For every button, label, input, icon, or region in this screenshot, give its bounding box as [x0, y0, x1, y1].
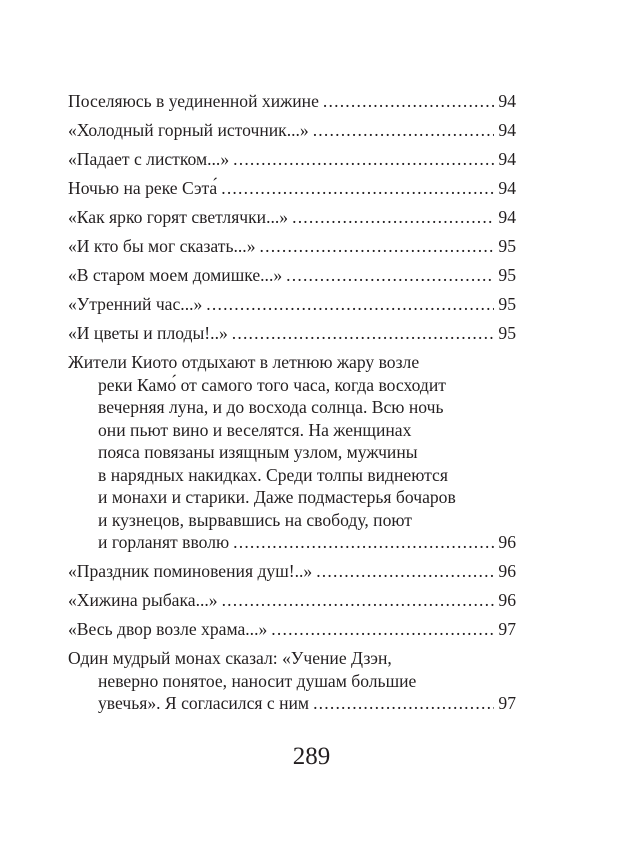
toc-entry — [68, 148, 516, 171]
toc-entry-title: Ночью на реке Сэта́ — [68, 178, 218, 198]
table-of-contents — [68, 90, 516, 721]
toc-entry-title-continuation: они пьют вино и веселятся. На женщинах — [98, 419, 412, 440]
toc-entry-title: «Холодный горный источник...» — [68, 120, 309, 140]
toc-entry-page: 96 — [498, 590, 516, 610]
toc-entry-title: «И цветы и плоды!..» — [68, 323, 228, 343]
toc-entry — [68, 293, 516, 316]
toc-entry-title-continuation: увечья». Я согласился с ним — [98, 693, 310, 713]
toc-entry-title-continuation: и горланят вволю — [98, 532, 230, 552]
toc-entry-title: «В старом моем домишке...» — [68, 265, 283, 285]
toc-entry-title: Один мудрый монах сказал: «Учение Дзэн, — [68, 648, 392, 668]
toc-entry-title-continuation: и кузнецов, вырвавшись на свободу, поют — [98, 509, 412, 530]
dot-leader — [206, 293, 494, 316]
dot-leader — [313, 692, 494, 715]
toc-entry — [68, 235, 516, 258]
toc-entry — [68, 119, 516, 142]
toc-entry-page: 96 — [498, 532, 516, 552]
toc-entry-title-continuation: реки Камо́ от самого того часа, когда восходит — [98, 374, 446, 395]
dot-leader — [222, 589, 495, 612]
toc-entry-page: 95 — [498, 323, 516, 343]
dot-leader — [260, 235, 495, 258]
toc-entry-title: «И кто бы мог сказать...» — [68, 236, 256, 256]
toc-entry — [68, 177, 516, 200]
toc-entry-title: Поселяюсь в уединенной хижине — [68, 91, 319, 111]
dot-leader — [292, 206, 494, 229]
toc-entry — [68, 206, 516, 229]
toc-entry-page: 95 — [498, 265, 516, 285]
dot-leader — [221, 177, 494, 200]
toc-entry-title-continuation: пояса повязаны изящным узлом, мужчины — [98, 442, 418, 462]
toc-entry-title-continuation: вечерняя луна, и до восхода солнца. Всю ночь — [98, 397, 444, 417]
toc-entry-title-continuation: в нарядных накидках. Среди толпы виднеются — [98, 464, 448, 485]
toc-entry-title: «Падает с листком...» — [68, 149, 230, 169]
toc-entry-title: «Хижина рыбака...» — [68, 590, 218, 610]
toc-entry — [68, 264, 516, 287]
dot-leader — [286, 264, 494, 287]
page-number: 289 — [292, 743, 331, 770]
toc-entry-page: 94 — [498, 91, 516, 111]
toc-entry — [68, 647, 516, 715]
toc-entry — [68, 589, 516, 612]
dot-leader — [323, 90, 494, 113]
toc-entry-title: «Как ярко горят светлячки...» — [68, 207, 289, 227]
toc-entry-title: Жители Киото отдыхают в летнюю жару возле — [68, 352, 420, 372]
toc-entry — [68, 322, 516, 345]
dot-leader — [313, 119, 495, 142]
toc-entry-title: «Праздник поминовения душ!..» — [68, 561, 313, 581]
toc-entry-page: 94 — [498, 207, 516, 227]
toc-entry-page: 95 — [498, 236, 516, 256]
toc-entry — [68, 90, 516, 113]
dot-leader — [233, 148, 494, 171]
toc-entry-page: 94 — [498, 120, 516, 140]
dot-leader — [271, 618, 494, 641]
toc-entry-title: «Утренний час...» — [68, 294, 203, 314]
dot-leader — [232, 322, 495, 345]
toc-entry-page: 97 — [498, 619, 516, 639]
toc-entry-title-continuation: неверно понятое, наносит душам большие — [98, 670, 417, 691]
toc-entry-page: 96 — [498, 561, 516, 581]
toc-entry — [68, 351, 516, 554]
toc-entry-title: «Весь двор возле храма...» — [68, 619, 268, 639]
toc-entry-title-continuation: и монахи и старики. Даже подмастерья бочаров — [98, 487, 456, 507]
toc-entry-page: 97 — [498, 693, 516, 713]
dot-leader — [316, 560, 494, 583]
toc-entry-page: 95 — [498, 294, 516, 314]
toc-entry — [68, 618, 516, 641]
dot-leader — [233, 531, 494, 554]
toc-entry-page: 94 — [498, 178, 516, 198]
toc-entry — [68, 560, 516, 583]
toc-entry-page: 94 — [498, 149, 516, 169]
